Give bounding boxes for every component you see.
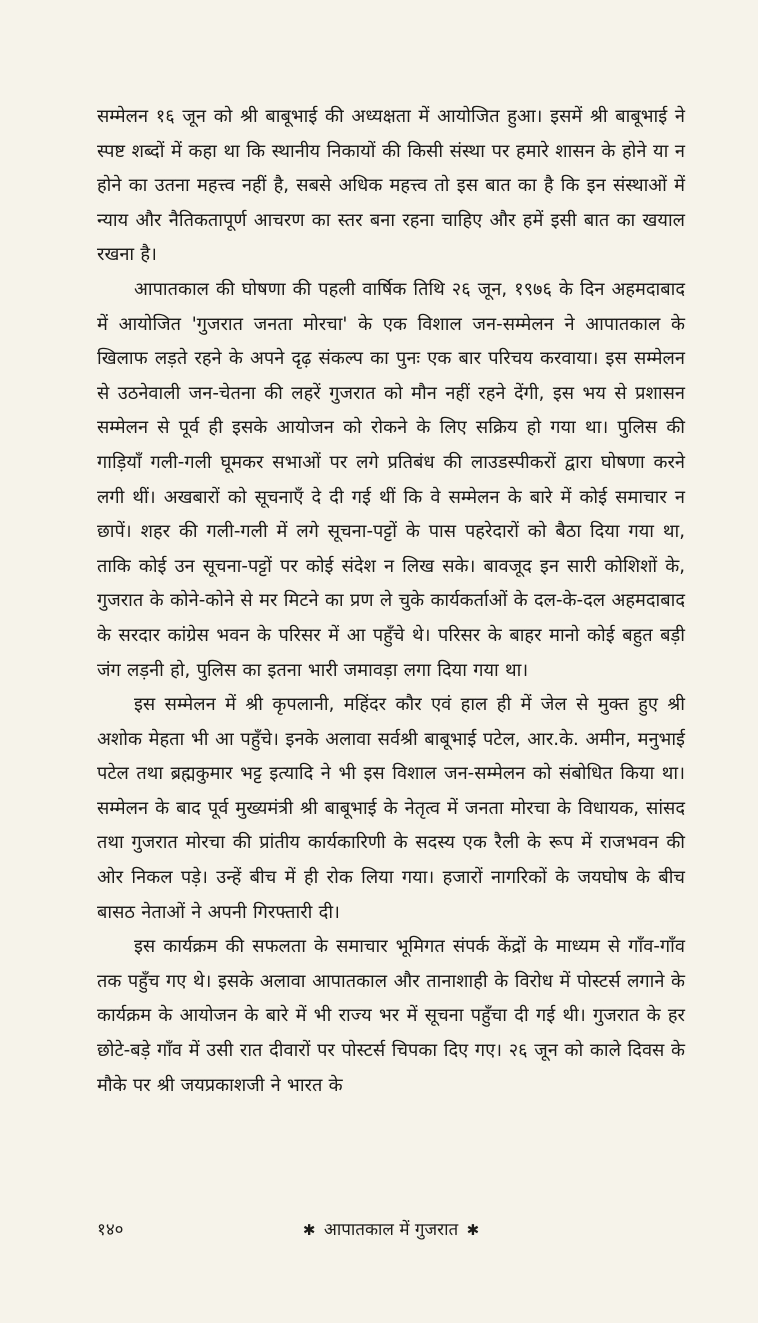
- running-title-text: आपातकाल में गुजरात: [323, 1220, 459, 1240]
- running-title: [97, 1217, 685, 1240]
- paragraph-continuation: सम्मेलन १६ जून को श्री बाबूभाई की अध्यक्षता में आयोजित हुआ। इसमें श्री बाबूभाई ने स्पष्ट शब्दों में कहा था कि स्थानीय निकायों की किसी संस्था पर हमारे शासन के होने या न होने का उतना महत्त्व नहीं है, सबसे अधिक महत्त्व तो इस बात का है कि इन संस्थाओं में न्याय और नैतिकतापूर्ण आचरण का स्तर बना रहना चाहिए और हमें इसी बात का खयाल रखना है।: [97, 106, 685, 266]
- paragraph-poster-campaign: इस कार्यक्रम की सफलता के समाचार भूमिगत संपर्क केंद्रों के माध्यम से गाँव-गाँव तक पहुँच गए थे। इसके अलावा आपातकाल और तानाशाही के विरोध में पोस्टर्स लगाने के कार्यक्रम के आयोजन के बारे में भी राज्य भर में सूचना पहुँचा दी गई थी। गुजरात के हर छोटे-बड़े गाँव में उसी रात दीवारों पर पोस्टर्स चिपका दिए गए। २६ जून को काले दिवस के मौके पर श्री जयप्रकाशजी ने भारत के: [97, 936, 685, 1096]
- body-text: [97, 100, 685, 1103]
- page-number: १४०: [97, 1220, 124, 1240]
- asterisk-icon: ✱: [466, 1221, 480, 1239]
- asterisk-icon: ✱: [302, 1221, 316, 1239]
- paragraph-emergency-anniversary: आपातकाल की घोषणा की पहली वार्षिक तिथि २६ जून, १९७६ के दिन अहमदाबाद में आयोजित 'गुजरात जनता मोरचा' के एक विशाल जन-सम्मेलन ने आपातकाल के खिलाफ लड़ते रहने के अपने दृढ़ संकल्प का पुनः एक बार परिचय करवाया। इस सम्मेलन से उठनेवाली जन-चेतना की लहरें गुजरात को मौन नहीं रहने देंगी, इस भय से प्रशासन सम्मेलन से पूर्व ही इसके आयोजन को रोकने के लिए सक्रिय हो गया था। पुलिस की गाड़ियाँ गली-गली घूमकर सभाओं पर लगे प्रतिबंध की लाउडस्पीकरों द्वारा घोषणा करने लगी थीं। अखबारों को सूचनाएँ दे दी गई थीं कि वे सम्मेलन के बारे में कोई समाचार न छापें। शहर की गली-गली में लगे सूचना-पट्टों के पास पहरेदारों को बैठा दिया गया था, ताकि कोई उन सूचना-पट्टों पर कोई संदेश न लिख सके। बावजूद इन सारी कोशिशों के, गुजरात के कोने-कोने से मर मिटने का प्रण ले चुके कार्यकर्ताओं के दल-के-दल अहमदाबाद के सरदार कांग्रेस भवन के परिसर में आ पहुँचे थे। परिसर के बाहर मानो कोई बहुत बड़ी जंग लड़नी हो, पुलिस का इतना भारी जमावड़ा लगा दिया गया था।: [97, 278, 685, 681]
- paragraph-conference-leaders: इस सम्मेलन में श्री कृपलानी, महिंदर कौर एवं हाल ही में जेल से मुक्त हुए श्री अशोक मेहता भी आ पहुँचे। इनके अलावा सर्वश्री बाबूभाई पटेल, आर.के. अमीन, मनुभाई पटेल तथा ब्रह्मकुमार भट्ट इत्यादि ने भी इस विशाल जन-सम्मेलन को संबोधित किया था। सम्मेलन के बाद पूर्व मुख्यमंत्री श्री बाबूभाई के नेतृत्व में जनता मोरचा के विधायक, सांसद तथा गुजरात मोरचा की प्रांतीय कार्यकारिणी के सदस्य एक रैली के रूप में राजभवन की ओर निकल पड़े। उन्हें बीच में ही रोक लिया गया। हजारों नागरिकों के जयघोष के बीच बासठ नेताओं ने अपनी गिरफ्तारी दी।: [97, 694, 685, 923]
- page-footer: [97, 1217, 685, 1247]
